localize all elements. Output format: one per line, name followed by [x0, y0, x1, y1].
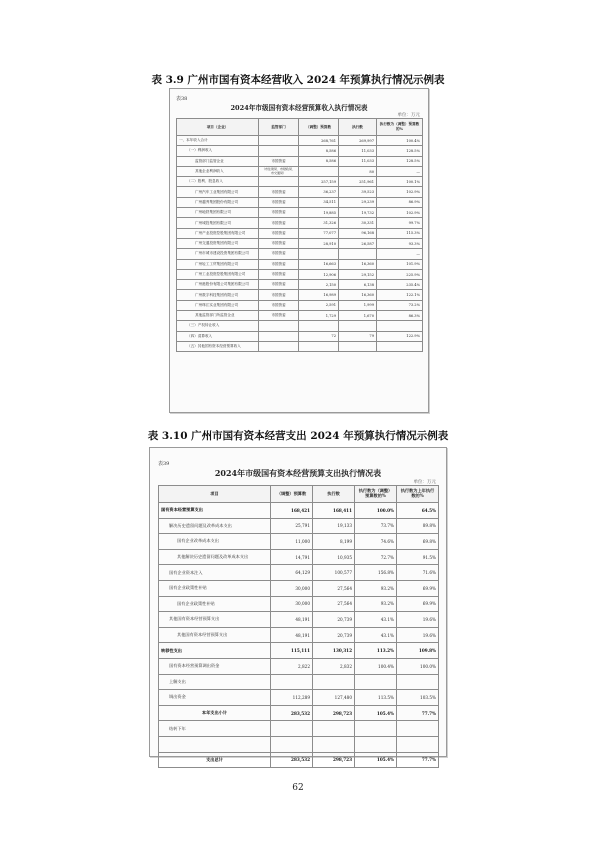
table-cell: 43.1%: [355, 627, 397, 643]
table-cell: [339, 321, 377, 331]
table-cell: 298,723: [313, 705, 355, 721]
table-cell: 29,239: [339, 197, 377, 207]
table-caption-2: 表 3.10 广州市国有资本经营支出 2024 年预算执行情况示例表: [147, 430, 449, 442]
table-cell: 298,723: [313, 752, 355, 768]
table-title: 2024年市级国有资本经营预算支出执行情况表: [214, 468, 382, 478]
table-number: 表39: [158, 461, 170, 467]
table-row: [177, 238, 423, 248]
table-cell: 市国资委: [259, 238, 299, 248]
table-cell: 8,199: [313, 534, 355, 550]
table-cell: 30,000: [271, 580, 313, 596]
table-cell: 130,312: [313, 643, 355, 659]
table-cell: 72: [299, 331, 339, 341]
table-row: [177, 197, 423, 207]
table-cell: 86.9%: [377, 197, 423, 207]
table-cell: 国有企业政策性补贴: [159, 580, 271, 596]
table-cell: 8,586: [299, 146, 339, 156]
table-cell: 广州港股份有限公司集团有限公司: [177, 280, 259, 290]
table-row: [177, 331, 423, 341]
table-cell: [313, 721, 355, 737]
table-cell: 广州汽车工业集团有限公司: [177, 187, 259, 197]
table-cell: 1,670: [339, 311, 377, 321]
header-cell: 项目: [159, 486, 271, 503]
table-cell: [299, 341, 339, 351]
table-cell: —: [377, 166, 423, 176]
table-row: [177, 166, 423, 176]
table-cell: 79: [339, 331, 377, 341]
table-cell: 广州珠江实业集团有限公司: [177, 300, 259, 310]
table-cell: 广州工业投资控股集团有限公司: [177, 269, 259, 279]
table-cell: 100,577: [313, 565, 355, 581]
table-cell: 122.1%: [377, 290, 423, 300]
table-row: [177, 228, 423, 238]
table-cell: 27,564: [313, 580, 355, 596]
table-cell: 73.2%: [377, 300, 423, 310]
table-cell: 48,191: [271, 627, 313, 643]
table-cell: 115.3%: [377, 228, 423, 238]
header-cell: 监管部门: [259, 119, 299, 136]
table-row: [159, 503, 439, 519]
table-row: [177, 156, 423, 166]
table-cell: [397, 674, 439, 690]
table-cell: 2,591: [299, 300, 339, 310]
table-cell: 19.6%: [397, 627, 439, 643]
table-row: [159, 643, 439, 659]
table-cell: 广州越秀集团股份有限公司: [177, 197, 259, 207]
table-cell: [271, 736, 313, 752]
table-cell: 2,822: [271, 658, 313, 674]
table-cell: 6,138: [339, 280, 377, 290]
table-cell: 转移性支出: [159, 643, 271, 659]
table-cell: [355, 674, 397, 690]
table-row: [177, 249, 423, 259]
table-cell: 235.4%: [377, 280, 423, 290]
table-cell: 上解支出: [159, 674, 271, 690]
table-cell: 36,237: [299, 187, 339, 197]
table-cell: 72.7%: [355, 549, 397, 565]
table-cell: 113.2%: [355, 643, 397, 659]
table-cell: 市国资委: [259, 259, 299, 269]
table-cell: 2,150: [299, 280, 339, 290]
table-cell: 20,739: [313, 627, 355, 643]
table-cell: 市国资委: [259, 156, 299, 166]
table-cell: 30,000: [271, 596, 313, 612]
table-row: [159, 518, 439, 534]
table-cell: 73.7%: [355, 518, 397, 534]
table-cell: 283,532: [271, 705, 313, 721]
table-cell: 77.7%: [397, 705, 439, 721]
table-cell: [339, 341, 377, 351]
table-row: [159, 690, 439, 706]
table-cell: 128.5%: [377, 146, 423, 156]
table-cell: 283,532: [271, 752, 313, 768]
table-cell: 168,411: [313, 503, 355, 519]
table-row: [177, 280, 423, 290]
table-cell: 1,999: [339, 300, 377, 310]
table-cell: 31,326: [299, 218, 339, 228]
table-cell: 102.9%: [377, 208, 423, 218]
table-cell: [397, 736, 439, 752]
table-cell: 268,761: [299, 136, 339, 146]
table-cell: 168,421: [271, 503, 313, 519]
table-cell: （五）其他国有资本经营预算收入: [177, 341, 259, 351]
table-cell: 广州产业投资控股集团有限公司: [177, 228, 259, 238]
table-caption-1: 表 3.9 广州市国有资本经营收入 2024 年预算执行情况示例表: [151, 74, 445, 86]
table-image-2: [149, 447, 447, 763]
table-cell: 115,111: [271, 643, 313, 659]
table-cell: 100.1%: [377, 177, 423, 187]
table-cell: 市国资委: [259, 290, 299, 300]
table-cell: 8,586: [299, 156, 339, 166]
table-row: [159, 736, 439, 752]
table-cell: 19.6%: [397, 612, 439, 628]
table-cell: 市国资委: [259, 311, 299, 321]
table-cell: 109.8%: [397, 643, 439, 659]
table-cell: [259, 136, 299, 146]
table-cell: 89.8%: [397, 518, 439, 534]
table-cell: 112,289: [271, 690, 313, 706]
table-row: [159, 596, 439, 612]
header-cell: 执行数: [313, 486, 355, 503]
table-cell: 64,129: [271, 565, 313, 581]
header-cell: （调整）预算数: [271, 486, 313, 503]
table-cell: 其他国有资本经营预算支出: [159, 627, 271, 643]
table-cell: [299, 166, 339, 176]
table-cell: 11,000: [271, 534, 313, 550]
table-cell: [259, 321, 299, 331]
table-cell: 69.9%: [397, 580, 439, 596]
table-cell: 48,191: [271, 612, 313, 628]
table-cell: 30,331: [339, 218, 377, 228]
table-cell: [271, 721, 313, 737]
table-cell: [377, 341, 423, 351]
table-cell: 广州轻工工贸集团有限公司: [177, 259, 259, 269]
table-cell: 16,360: [339, 259, 377, 269]
table-row: [159, 612, 439, 628]
table-cell: （四）清算收入: [177, 331, 259, 341]
table-cell: [355, 721, 397, 737]
table-cell: 102.9%: [377, 187, 423, 197]
table-title: 2024年市级国有资本经营预算收入执行情况表: [230, 104, 368, 112]
table-cell: 71.6%: [397, 565, 439, 581]
table-cell: 25,791: [271, 518, 313, 534]
table-row: [159, 752, 439, 768]
table-cell: 调出资金: [159, 690, 271, 706]
table-cell: 128.5%: [377, 156, 423, 166]
table-cell: [313, 674, 355, 690]
table-cell: 19,732: [339, 208, 377, 218]
table-cell: 34,511: [299, 197, 339, 207]
table-cell: 19,885: [299, 208, 339, 218]
table-cell: 广州市城市建设投资集团有限公司: [177, 249, 259, 259]
income-table: [176, 118, 423, 352]
table-cell: 100.4%: [377, 136, 423, 146]
table-cell: （市住建局、市财政局、市交通局）: [259, 166, 299, 176]
table-cell: 39,523: [339, 187, 377, 197]
table-row: [159, 705, 439, 721]
table-row: [177, 187, 423, 197]
table-cell: [259, 177, 299, 187]
table-cell: 广州数字科技集团有限公司: [177, 290, 259, 300]
table-cell: 28,910: [299, 238, 339, 248]
table-cell: 100.0%: [355, 503, 397, 519]
table-cell: [259, 341, 299, 351]
table-cell: 93.2%: [355, 580, 397, 596]
table-cell: 69.8%: [397, 534, 439, 550]
table-cell: 市国资委: [259, 280, 299, 290]
table-cell: 93.3%: [377, 238, 423, 248]
table-cell: 99.7%: [377, 218, 423, 228]
table-cell: 96,168: [339, 228, 377, 238]
table-cell: 19,133: [313, 518, 355, 534]
table-cell: 广州交通投资集团有限公司: [177, 238, 259, 248]
table-cell: 80: [339, 166, 377, 176]
table-cell: 10,935: [313, 549, 355, 565]
table-cell: [377, 321, 423, 331]
table-cell: 103.5%: [397, 690, 439, 706]
table-cell: 市国资委: [259, 187, 299, 197]
table-cell: 20,739: [313, 612, 355, 628]
table-cell: 105.4%: [355, 752, 397, 768]
table-cell: 127,480: [313, 690, 355, 706]
table-row: [177, 136, 423, 146]
table-cell: 市国资委: [259, 208, 299, 218]
table-cell: 29,152: [339, 269, 377, 279]
table-cell: 26,587: [339, 238, 377, 248]
table-cell: 国有资本经营预算调出资金: [159, 658, 271, 674]
table-cell: 77.7%: [397, 752, 439, 768]
table-cell: （一）利润收入: [177, 146, 259, 156]
header-cell: 执行数为（调整）预算数的%: [377, 119, 423, 136]
table-row: [177, 269, 423, 279]
table-unit: 单位：万元: [413, 480, 436, 485]
header-cell: 项目（企业）: [177, 119, 259, 136]
table-row: [159, 534, 439, 550]
table-cell: 269,997: [339, 136, 377, 146]
table-row: [159, 674, 439, 690]
header-cell: （调整）预算数: [299, 119, 339, 136]
header-cell: 执行数为上年执行数的%: [397, 486, 439, 503]
table-row: [159, 549, 439, 565]
table-cell: 监管部门监管企业: [177, 156, 259, 166]
table-row: [177, 218, 423, 228]
table-cell: 225.9%: [377, 269, 423, 279]
table-row: [159, 721, 439, 737]
table-cell: 27,564: [313, 596, 355, 612]
table-cell: 其他国有资本经营预算支出: [159, 612, 271, 628]
table-cell: —: [377, 249, 423, 259]
expenditure-table: [158, 485, 439, 768]
table-cell: [299, 249, 339, 259]
table-cell: 251,961: [339, 177, 377, 187]
header-cell: 执行数为（调整）预算数的%: [355, 486, 397, 503]
table-cell: 64.5%: [397, 503, 439, 519]
table-row: [159, 627, 439, 643]
table-cell: 国有资本经营预算支出: [159, 503, 271, 519]
table-row: [177, 146, 423, 156]
table-row: [177, 290, 423, 300]
table-cell: 市国资委: [259, 197, 299, 207]
table-cell: （二）股利、股息收入: [177, 177, 259, 187]
table-cell: 支出总计: [159, 752, 271, 768]
table-cell: 93.2%: [355, 596, 397, 612]
table-cell: [259, 146, 299, 156]
header-cell: 执行数: [339, 119, 377, 136]
table-cell: 结转下年: [159, 721, 271, 737]
table-cell: [313, 736, 355, 752]
table-row: [177, 208, 423, 218]
table-row: [177, 259, 423, 269]
table-row: [177, 177, 423, 187]
table-cell: 86.3%: [377, 311, 423, 321]
table-cell: 16,360: [339, 290, 377, 300]
table-cell: 91.5%: [397, 549, 439, 565]
table-cell: 156.8%: [355, 565, 397, 581]
table-cell: 解决历史遗留问题及改革成本支出: [159, 518, 271, 534]
table-cell: 105.4%: [355, 705, 397, 721]
table-cell: 其他监管部门所监管企业: [177, 311, 259, 321]
table-cell: 100.0%: [397, 658, 439, 674]
table-row: [177, 341, 423, 351]
table-cell: 国有企业资本注入: [159, 565, 271, 581]
table-cell: 11,033: [339, 156, 377, 166]
table-cell: 2,832: [313, 658, 355, 674]
table-row: [159, 658, 439, 674]
table-cell: 100.4%: [355, 658, 397, 674]
table-cell: [159, 736, 271, 752]
table-cell: [397, 721, 439, 737]
table-cell: 113.5%: [355, 690, 397, 706]
table-cell: 国有企业改革成本支出: [159, 534, 271, 550]
table-cell: 74.6%: [355, 534, 397, 550]
table-cell: 广州城投集团有限公司: [177, 218, 259, 228]
table-cell: 广州地铁集团有限公司: [177, 208, 259, 218]
table-cell: 101.9%: [377, 259, 423, 269]
table-cell: 国有企业政策性补贴: [159, 596, 271, 612]
table-cell: 16,663: [299, 259, 339, 269]
table-cell: 122.9%: [377, 331, 423, 341]
table-image-1: [169, 88, 429, 413]
table-cell: 其他解决历史遗留问题及改革成本支出: [159, 549, 271, 565]
table-cell: 14,791: [271, 549, 313, 565]
table-cell: 16,989: [299, 290, 339, 300]
table-cell: 市国资委: [259, 228, 299, 238]
table-cell: 1,729: [299, 311, 339, 321]
table-cell: 市国资委: [259, 218, 299, 228]
table-cell: 市国资委: [259, 300, 299, 310]
table-cell: 本年支出小计: [159, 705, 271, 721]
table-cell: 一、本年收入合计: [177, 136, 259, 146]
table-cell: [271, 674, 313, 690]
table-cell: 11,033: [339, 146, 377, 156]
table-number: 表38: [176, 96, 188, 102]
table-cell: 12,906: [299, 269, 339, 279]
table-row: [159, 565, 439, 581]
table-cell: 69.9%: [397, 596, 439, 612]
page-number: 62: [292, 783, 304, 793]
table-unit: 单位：万元: [397, 113, 420, 118]
table-cell: [355, 736, 397, 752]
table-cell: （三）产权转让收入: [177, 321, 259, 331]
table-cell: [339, 249, 377, 259]
table-row: [177, 311, 423, 321]
table-cell: 77,077: [299, 228, 339, 238]
table-cell: 市国资委: [259, 249, 299, 259]
table-row: [177, 321, 423, 331]
table-cell: 市国资委: [259, 269, 299, 279]
table-cell: 43.1%: [355, 612, 397, 628]
table-row: [177, 300, 423, 310]
table-row: [159, 580, 439, 596]
table-cell: 其他企业利润收入: [177, 166, 259, 176]
table-cell: 257,159: [299, 177, 339, 187]
table-cell: [299, 321, 339, 331]
table-cell: [259, 331, 299, 341]
